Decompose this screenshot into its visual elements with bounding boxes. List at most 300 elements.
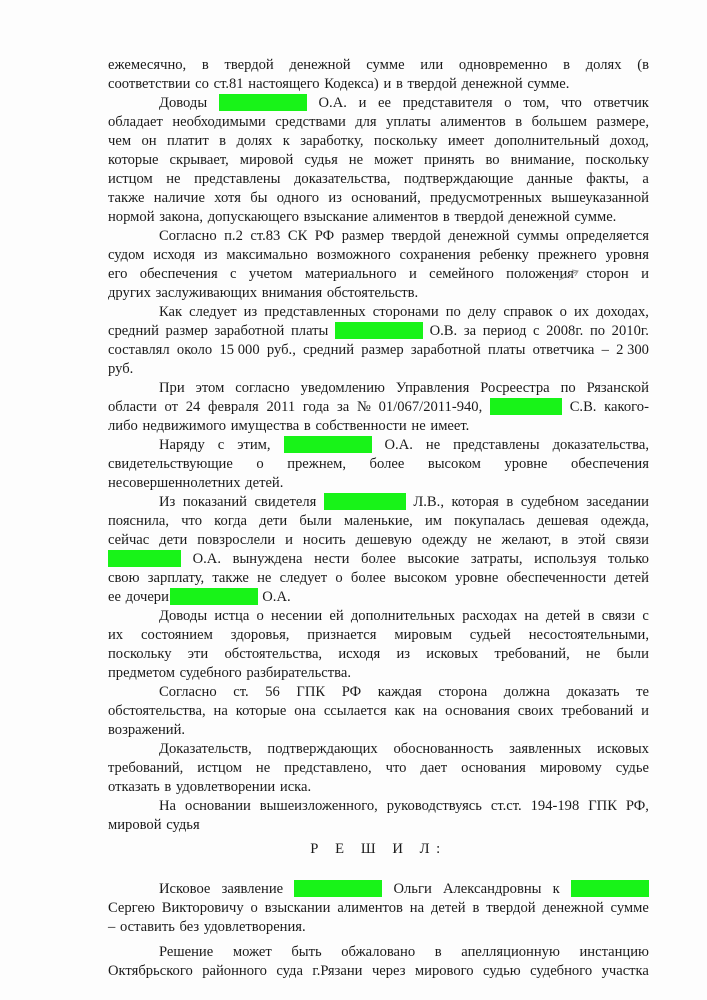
redaction-box — [170, 588, 258, 605]
word: также — [212, 570, 249, 586]
word: представлено, — [284, 760, 372, 776]
word: что — [181, 513, 203, 529]
word: доходах, — [596, 304, 649, 320]
word: покупалась — [454, 513, 525, 529]
word: либо — [108, 418, 138, 434]
word: желают, — [501, 532, 552, 548]
text-line — [108, 814, 649, 836]
word: согласно — [235, 380, 290, 396]
word: с — [217, 437, 225, 453]
word: Р Е Ш И Л: — [310, 841, 447, 857]
word: ст.83 — [250, 228, 281, 244]
redaction-box — [335, 322, 423, 339]
word: составлял — [108, 342, 170, 358]
word: Решение — [159, 944, 214, 960]
word: сторонами — [372, 304, 439, 320]
word: Ольги — [393, 881, 432, 897]
word: в — [561, 532, 569, 548]
word: твердой — [407, 76, 457, 92]
word: подтверждающих — [267, 741, 378, 757]
word: этой — [578, 532, 606, 548]
word: средний — [303, 342, 355, 358]
word: из — [328, 190, 342, 206]
word: суда — [276, 963, 303, 979]
word: его — [108, 266, 128, 282]
word: имеет. — [430, 418, 470, 434]
word: из — [396, 646, 411, 662]
word: 01/067/2011-940, — [378, 399, 483, 415]
word: исходя — [153, 247, 196, 263]
word: уровня — [605, 247, 649, 263]
word: вышеуказанной — [551, 190, 649, 206]
word: должна — [503, 684, 550, 700]
word: признается — [307, 627, 377, 643]
word: только — [608, 551, 649, 567]
word: им — [424, 513, 443, 529]
word: недвижимого — [142, 418, 227, 434]
word: скрывает, — [169, 152, 229, 168]
word: и — [383, 76, 392, 92]
word: платы — [290, 323, 329, 339]
word: когда — [214, 513, 247, 529]
word: дети — [159, 532, 188, 548]
word: удовлетворения. — [203, 919, 306, 935]
word: Согласно — [159, 684, 217, 700]
word: ответчика — [532, 342, 595, 358]
word: в — [219, 133, 227, 149]
word: обжаловано — [341, 944, 416, 960]
word: апелляционную — [461, 944, 560, 960]
word: на — [409, 900, 425, 916]
word: бы — [250, 190, 268, 206]
word: денежной — [461, 76, 523, 92]
word: алиментов — [337, 900, 403, 916]
text-line — [108, 916, 649, 938]
word: участка — [601, 963, 649, 979]
word: не — [586, 646, 601, 662]
word: принять — [424, 152, 475, 168]
word: инстанцию — [579, 944, 649, 960]
word: за — [463, 323, 477, 339]
word: основания — [461, 760, 526, 776]
word: факты, — [586, 171, 629, 187]
word: 2008г. — [546, 323, 584, 339]
word: судебном — [520, 494, 579, 510]
word: около — [176, 342, 213, 358]
word: каждая — [377, 684, 422, 700]
word: ГПК — [296, 684, 326, 700]
word: детей. — [245, 475, 284, 491]
word: основании — [184, 798, 251, 814]
word: связи — [601, 608, 636, 624]
word: во — [485, 152, 500, 168]
word: без — [179, 919, 200, 935]
word: положения — [506, 266, 575, 282]
word: уведомлению — [300, 380, 385, 396]
word: руб., — [266, 342, 296, 358]
word: показаний — [182, 494, 247, 510]
word: которые — [235, 703, 287, 719]
word: он — [141, 133, 157, 149]
word: судебного — [530, 963, 593, 979]
word: Управления — [395, 380, 470, 396]
word: одежда, — [600, 513, 649, 529]
word: денежной — [448, 228, 510, 244]
word: дешевую — [355, 532, 412, 548]
word: более — [369, 456, 405, 472]
word: О.А. — [318, 95, 347, 111]
word: максимально — [226, 247, 308, 263]
word: необходимыми — [172, 114, 266, 130]
word: допускающего — [207, 209, 299, 225]
word: доказательства, — [552, 437, 649, 453]
word: внимания — [261, 285, 323, 301]
word: о — [256, 608, 264, 624]
word: представителя — [402, 95, 493, 111]
word: № — [356, 399, 371, 415]
word: Доводы — [159, 608, 208, 624]
word: несовершеннолетних — [108, 475, 241, 491]
word: представлены — [194, 171, 281, 187]
word: которые — [108, 152, 159, 168]
word: высоком — [427, 456, 481, 472]
word: Кодекса) — [324, 76, 379, 92]
word: том, — [523, 95, 550, 111]
word: были — [299, 513, 332, 529]
word: на — [524, 608, 539, 624]
word: может — [232, 944, 272, 960]
word: носить — [302, 532, 346, 548]
word: на — [422, 703, 438, 719]
word: чем — [108, 133, 132, 149]
word: к — [282, 133, 290, 149]
word: уровне — [455, 570, 499, 586]
word: соответствии — [108, 76, 191, 92]
word: отказать — [108, 779, 160, 795]
word: на — [213, 703, 228, 719]
word: с — [642, 608, 649, 624]
word: требований, — [108, 760, 184, 776]
word: размере, — [596, 114, 649, 130]
word: сумме. — [574, 209, 617, 225]
word: в — [587, 608, 595, 624]
word: О.А. — [192, 551, 221, 567]
word: возражений. — [108, 722, 186, 738]
word: повзрослели — [197, 532, 276, 548]
word: справок — [503, 304, 553, 320]
word: о — [559, 304, 567, 320]
word: в — [201, 57, 209, 73]
word: не — [166, 171, 181, 187]
word: 56 — [265, 684, 280, 700]
word: мировым — [394, 627, 452, 643]
word: высокие — [407, 551, 460, 567]
word: детей — [545, 608, 581, 624]
word: ей — [329, 608, 344, 624]
word: возможного — [316, 247, 391, 263]
word: в — [434, 944, 442, 960]
word: заработной — [410, 342, 481, 358]
word: дополнительный — [494, 133, 600, 149]
word: имущества — [230, 418, 300, 434]
word: исковых — [597, 741, 649, 757]
word: обстоятельства, — [224, 646, 323, 662]
word: этим, — [237, 437, 271, 453]
word: или — [420, 57, 444, 73]
word: судом — [108, 247, 145, 263]
word: большем — [531, 114, 588, 130]
word: 15 000 — [219, 342, 260, 358]
word: из — [243, 304, 258, 320]
word: платит — [166, 133, 209, 149]
word: предметом — [108, 665, 175, 681]
word: Согласно — [159, 228, 217, 244]
word: средствами — [275, 114, 346, 130]
word: 24 — [185, 399, 201, 415]
word: требований — [561, 703, 634, 719]
word: более — [350, 570, 386, 586]
word: долях — [236, 133, 273, 149]
word: семейного — [429, 266, 494, 282]
word: оснований, — [351, 190, 421, 206]
word: сторон — [586, 266, 629, 282]
word: в — [515, 114, 523, 130]
word: судебного — [179, 665, 242, 681]
word: не — [348, 152, 364, 168]
word: связи — [615, 532, 649, 548]
word: имеет — [447, 133, 485, 149]
word: в — [472, 900, 480, 916]
word: быть — [291, 944, 322, 960]
word: пояснила, — [108, 513, 170, 529]
word: ответчик — [593, 95, 649, 111]
word: заявленных — [509, 741, 582, 757]
word: заслуживающих — [155, 285, 258, 301]
word: поскольку — [585, 152, 649, 168]
word: дочери — [125, 589, 169, 605]
word: которая — [451, 494, 499, 510]
word: обеспеченности — [506, 570, 607, 586]
word: детей — [430, 900, 466, 916]
word: по — [560, 380, 576, 396]
word: доказательства, — [293, 171, 391, 187]
word: О.А. — [384, 437, 413, 453]
word: не — [255, 760, 271, 776]
word: доход, — [609, 133, 649, 149]
redaction-box — [294, 880, 382, 897]
word: взыскании — [264, 900, 331, 916]
redaction-box — [571, 880, 649, 897]
word: заработку, — [300, 133, 364, 149]
word: года — [302, 399, 330, 415]
word: учетом — [248, 266, 293, 282]
word: РФ — [314, 228, 335, 244]
word: РФ, — [625, 798, 649, 814]
decision-heading — [108, 838, 649, 860]
word: обеспечения — [571, 456, 649, 472]
word: к — [552, 881, 560, 897]
word: собственности — [315, 418, 407, 434]
word: На — [159, 798, 177, 814]
word: обоснованность — [393, 741, 494, 757]
word: дети — [259, 513, 288, 529]
word: из — [203, 247, 218, 263]
word: в — [395, 76, 403, 92]
redaction-box — [490, 398, 562, 415]
word: предусмотренных — [430, 190, 542, 206]
word: и — [358, 95, 367, 111]
word: она — [294, 703, 316, 719]
word: используя — [534, 551, 597, 567]
word: области — [108, 399, 157, 415]
word: от — [164, 399, 178, 415]
word: зарплату, — [147, 570, 205, 586]
word: размер — [341, 228, 385, 244]
word: О.А. — [262, 589, 291, 605]
word: 2 300 — [616, 342, 649, 358]
word: обстоятельства, — [108, 703, 206, 719]
word: обстоятельств. — [326, 285, 419, 301]
word: ее — [378, 95, 392, 111]
word: денежной — [542, 900, 604, 916]
word: С.В. — [569, 399, 597, 415]
word: для — [355, 114, 377, 130]
word: алиментов — [372, 209, 439, 225]
word: не — [257, 570, 272, 586]
word: и — [285, 532, 293, 548]
redaction-box — [324, 493, 406, 510]
word: маленькие, — [343, 513, 413, 529]
word: свою — [108, 570, 140, 586]
word: ст. — [233, 684, 249, 700]
word: материального — [304, 266, 397, 282]
word: не — [411, 418, 426, 434]
word: а — [642, 171, 649, 187]
word: (в — [637, 57, 649, 73]
word: по — [445, 304, 461, 320]
word: судью — [483, 963, 521, 979]
word: какого- — [604, 399, 649, 415]
pen-mark-icon — [558, 268, 580, 282]
word: прежнем, — [287, 456, 347, 472]
word: о — [335, 570, 343, 586]
word: в — [506, 494, 514, 510]
word: поскольку — [108, 646, 172, 662]
word: свидетельствующие — [108, 456, 233, 472]
word: других — [108, 285, 151, 301]
word: с — [533, 323, 540, 339]
word: закона, — [159, 209, 204, 225]
word: дает — [420, 760, 448, 776]
word: истцом — [197, 760, 242, 776]
word: Октябрьского — [108, 963, 193, 979]
word: мировой — [108, 817, 162, 833]
word: размер — [361, 342, 404, 358]
word: представленных — [264, 304, 366, 320]
word: Из — [159, 494, 176, 510]
word: состоянием — [140, 627, 213, 643]
word: твердой — [454, 209, 504, 225]
word: расходах — [462, 608, 518, 624]
word: средний — [108, 323, 159, 339]
word: в — [442, 209, 450, 225]
word: Л.В., — [413, 494, 444, 510]
word: в — [164, 779, 172, 795]
word: платы — [488, 342, 526, 358]
word: денежной — [508, 209, 570, 225]
word: размер — [165, 323, 208, 339]
word: Наряду — [159, 437, 205, 453]
word: более — [361, 551, 396, 567]
word: обеспечения — [139, 266, 218, 282]
word: представлены — [453, 437, 540, 453]
word: что — [385, 760, 407, 776]
word: их — [573, 304, 590, 320]
word: Александровны — [442, 881, 542, 897]
word: затраты, — [470, 551, 523, 567]
word: исходя — [338, 646, 381, 662]
redaction-box — [284, 436, 372, 453]
word: одновременно — [458, 57, 548, 73]
word: сейчас — [108, 532, 150, 548]
word: и — [408, 266, 417, 282]
word: уплаты — [386, 114, 431, 130]
word: судья — [166, 817, 200, 833]
word: мировому — [539, 760, 602, 776]
word: ГПК — [588, 798, 617, 814]
word: сумме — [610, 900, 649, 916]
word: нести — [314, 551, 350, 567]
word: – — [601, 342, 609, 358]
word: делу — [467, 304, 497, 320]
word: исковых — [426, 646, 479, 662]
word: хотя — [214, 190, 241, 206]
word: вышеизложенного, — [259, 798, 378, 814]
word: судьей — [469, 627, 511, 643]
word: руб. — [108, 361, 134, 377]
word: сумме. — [527, 76, 570, 92]
word: удовлетворении — [175, 779, 276, 795]
word: определяется — [566, 228, 649, 244]
text-line — [108, 960, 649, 982]
word: иска. — [279, 779, 312, 795]
word: требований, — [494, 646, 570, 662]
word: внимание, — [510, 152, 575, 168]
word: твердой — [224, 57, 274, 73]
word: прежнего — [537, 247, 597, 263]
word: с — [230, 266, 237, 282]
redaction-box — [219, 94, 307, 111]
word: данные — [526, 171, 573, 187]
word: за — [336, 399, 350, 415]
word: твердой — [391, 228, 441, 244]
word: ее — [108, 589, 121, 605]
word: здоровья, — [230, 627, 290, 643]
word: период — [482, 323, 527, 339]
word: районного — [202, 963, 267, 979]
word: в — [563, 57, 571, 73]
word: обладает — [108, 114, 163, 130]
word: суммы — [516, 228, 559, 244]
word: мирового — [414, 963, 474, 979]
word: алиментов — [440, 114, 506, 130]
word: о — [504, 95, 512, 111]
word: 2011 — [266, 399, 296, 415]
word: нормой — [108, 209, 155, 225]
word: основания — [445, 703, 510, 719]
word: – — [108, 919, 116, 935]
redaction-box — [108, 550, 181, 567]
